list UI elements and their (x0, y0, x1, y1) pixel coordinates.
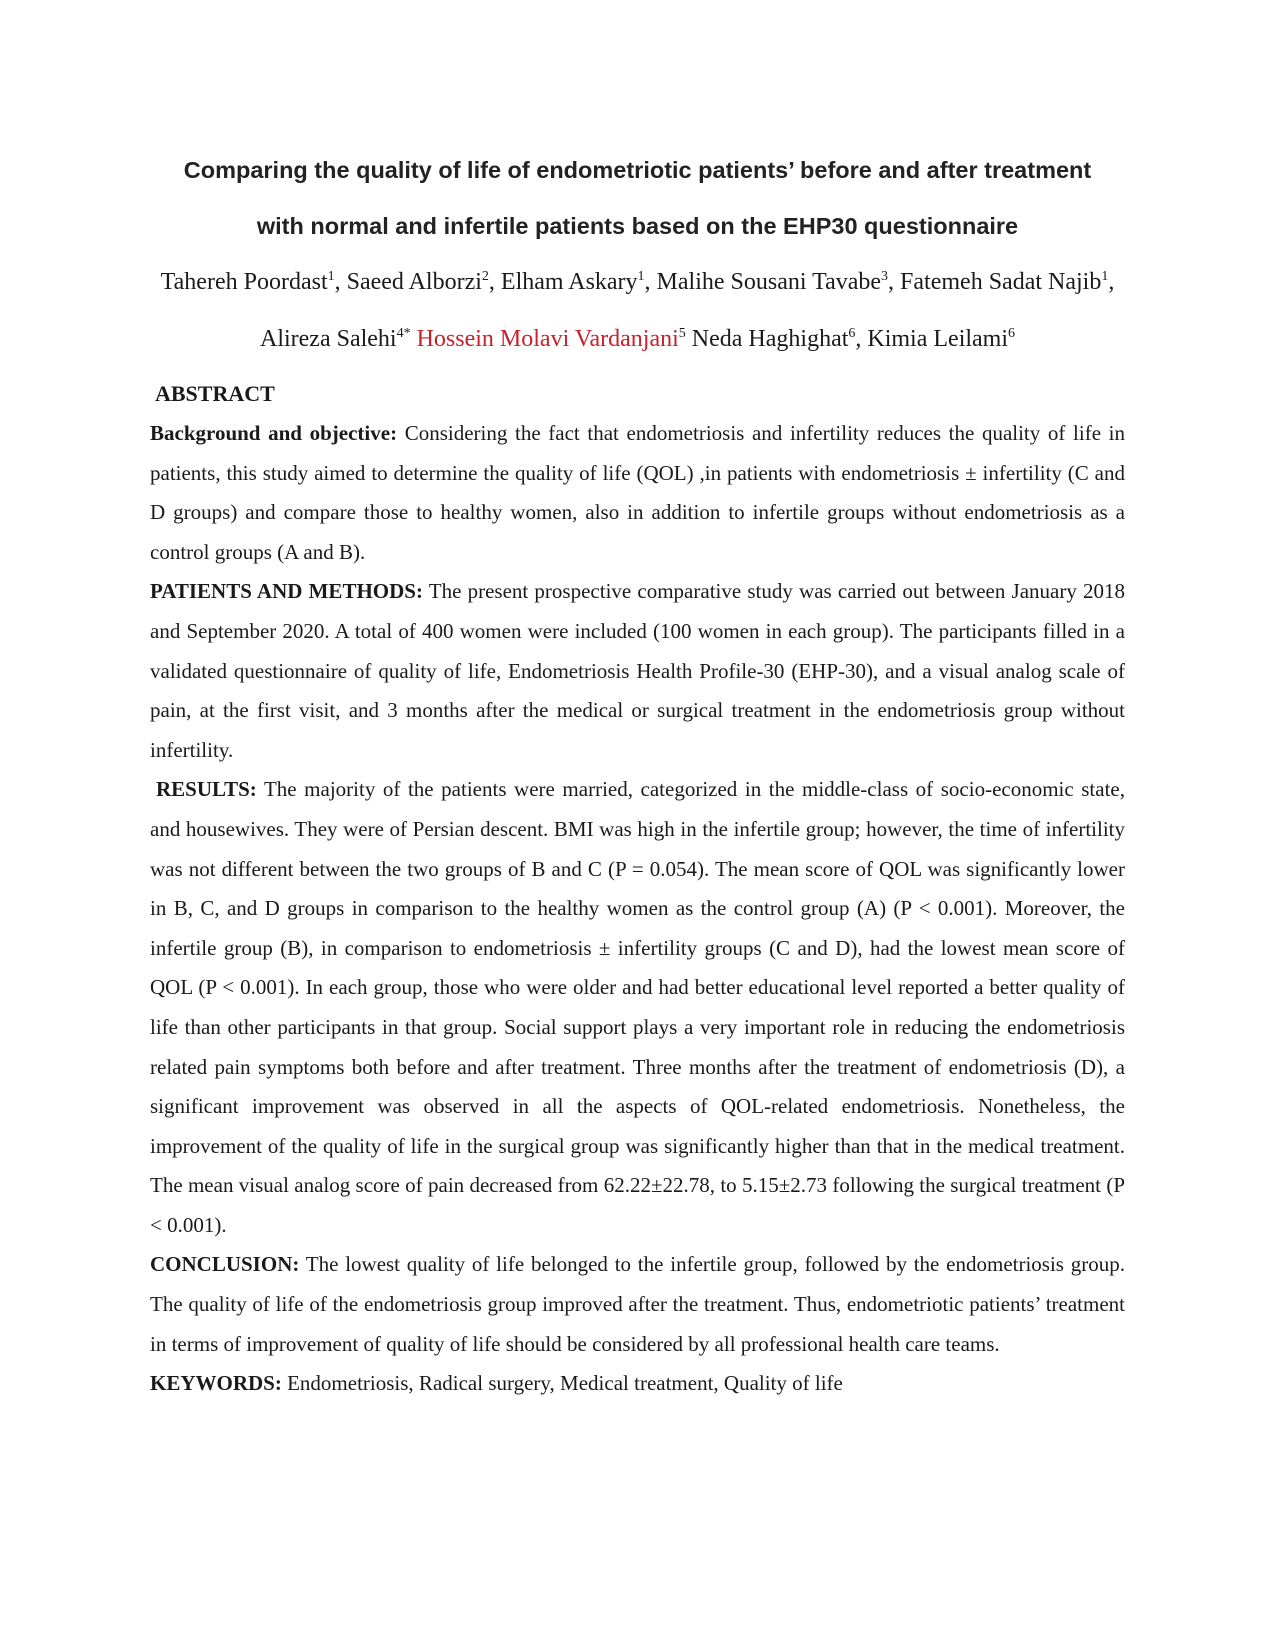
author: Fatemeh Sadat Najib$^1$, (900, 269, 1115, 295)
background-paragraph (150, 414, 1125, 572)
keywords-text: Endometriosis, Radical surgery, Medical treatment, Quality of life (281, 1371, 843, 1396)
title-line-1: Comparing the quality of life of endometriotic patients’ before and after treatment (183, 157, 1092, 183)
results-label: RESULTS: (156, 777, 257, 802)
methods-text: The present prospective comparative study was carried out between January 2018 and September 2020. A total of 400 women were included (100 women in each group). The participants filled in a validated questionnaire of quality of life, Endometriosis Health Profile-30 (EHP-30), and a visual analog scale of pain, at the first visit, and 3 months after the medical or surgical treatment in the endometriosis group without infertility. (150, 579, 1126, 762)
conclusion-paragraph (150, 1245, 1125, 1364)
conclusion-label: CONCLUSION: (150, 1252, 300, 1277)
keywords-label: KEYWORDS: (150, 1371, 282, 1396)
abstract-body (150, 414, 1125, 1404)
results-text: The majority of the patients were married, categorized in the middle-class of socio-economic state, and housewives. They were of Persian descent. BMI was high in the infertile group; however, the time of infertility was not different between the two groups of B and C (P = 0.054). The mean score of QOL was significantly lower in B, C, and D groups in comparison to the healthy women as the control group (A) (P < 0.001). Moreover, the infertile group (B), in comparison to endometriosis ± infertility groups (C and D), had the lowest mean score of QOL (P < 0.001). In each group, those who were older and had better educational level reported a better quality of life than other participants in that group. Social support plays a very important role in reducing the endometriosis related pain symptoms both before and after treatment. Three months after the treatment of endometriosis (D), a significant improvement was observed in all the aspects of QOL-related endometriosis. Nonetheless, the improvement of the quality of life in the surgical group was significantly higher than that in the medical treatment. The mean visual analog score of pain decreased from 62.22±22.78, to 5.15±2.73 following the surgical treatment (P < 0.001). (150, 777, 1125, 1237)
background-text: Considering the fact that endometriosis and infertility reduces the quality of life in patients, this study aimed to determine the quality of life (QOL) ,in patients with endometriosis ± infertility (C and D groups) and compare those to healthy women, also in addition to infertile groups without endometriosis as a control groups (A and B). (150, 421, 1125, 564)
title-line-2: with normal and infertile patients based on the EHP30 questionnaire (256, 213, 1019, 239)
author: Neda Haghighat$^6$, (691, 326, 868, 352)
author: Kimia Leilami$^6$ (867, 326, 1016, 352)
author: Malihe Sousani Tavabe$^3$, (656, 269, 901, 295)
author-highlighted: Hossein Molavi Vardanjani$^5$ (416, 326, 686, 352)
author-corresponding: Alireza Salehi$^{4*}$ (259, 326, 411, 352)
conclusion-text: The lowest quality of life belonged to the infertile group, followed by the endometriosis group. The quality of life of the endometriosis group improved after the treatment. Thus, endometriotic patients’ treatment in terms of improvement of quality of life should be considered by all professional health care teams. (150, 1252, 1125, 1356)
author-list (130, 254, 1145, 368)
background-label: Background and objective: (150, 421, 398, 445)
author: Tahereh Poordast$^1$, (160, 269, 347, 295)
methods-paragraph (150, 572, 1125, 770)
methods-label: PATIENTS AND METHODS: (150, 579, 423, 604)
keywords-paragraph (150, 1364, 1125, 1404)
author: Elham Askary$^1$, (500, 269, 657, 295)
paper-title (130, 142, 1145, 254)
author: Saeed Alborzi$^2$, (346, 269, 501, 295)
abstract-heading: ABSTRACT (155, 381, 275, 406)
results-paragraph (150, 770, 1125, 1245)
